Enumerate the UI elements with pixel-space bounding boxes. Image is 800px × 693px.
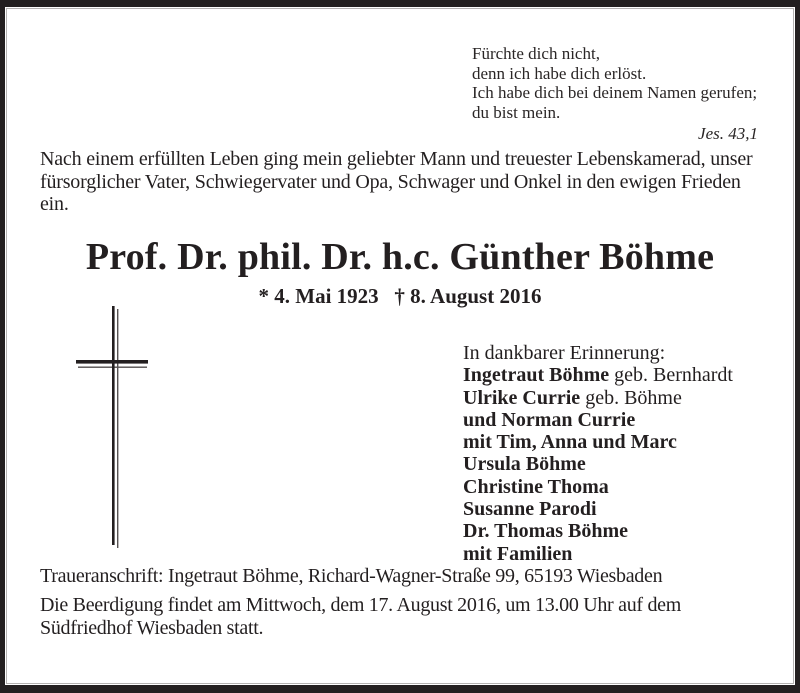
quote-line: Fürchte dich nicht,: [472, 44, 600, 63]
birth-death-dates: * 4. Mai 1923 † 8. August 2016: [258, 284, 542, 308]
memorial-list: [463, 342, 733, 565]
mourner-name: und Norman Currie: [463, 408, 636, 431]
mourner-name: Dr. Thomas Böhme: [463, 520, 629, 543]
memorial-entry: [463, 520, 733, 542]
mourner-name: Ingetraut Böhme: [463, 364, 610, 387]
mourning-address: Traueranschrift: Ingetraut Böhme, Richard-Wagner-Straße 99, 65193 Wiesbaden: [40, 565, 663, 587]
mourner-name: Susanne Parodi: [463, 498, 597, 521]
memorial-entry: [463, 543, 733, 565]
mourner-name: mit Tim, Anna und Marc: [463, 431, 677, 454]
quote-line: denn ich habe dich erlöst.: [472, 63, 647, 83]
mourner-name: mit Familien: [463, 542, 573, 565]
memorial-entry: [463, 364, 733, 386]
memorial-entry: [463, 431, 733, 453]
funeral-announcement: Die Beerdigung findet am Mittwoch, dem 17. August 2016, um 13.00 Uhr auf dem Südfriedhof Wiesbaden statt.: [40, 594, 681, 639]
mourner-suffix: geb. Böhme: [580, 386, 682, 409]
mourner-name: Ursula Böhme: [463, 453, 586, 476]
scripture-quote: [472, 44, 758, 144]
memorial-heading: In dankbarer Erinnerung:: [463, 342, 666, 364]
quote-attribution: Jes. 43,1: [698, 124, 758, 143]
intro-paragraph: Nach einem erfüllten Leben ging mein geliebter Mann und treuester Lebenskamerad, unser fürsorglicher Vater, Schwiegervater und Opa, Schwager und Onkel in den ewigen Frieden ein.: [40, 148, 753, 215]
mourner-name: Ulrike Currie: [463, 386, 581, 409]
memorial-entry: [463, 387, 733, 409]
quote-line: du bist mein.: [472, 102, 561, 122]
quote-line: Ich habe dich bei deinem Namen gerufen;: [472, 83, 758, 102]
memorial-entry: [463, 476, 733, 498]
memorial-entry: [463, 498, 733, 520]
mourner-suffix: geb. Bernhardt: [609, 364, 733, 387]
memorial-entry: [463, 409, 733, 431]
cross-icon: [70, 300, 155, 555]
mourner-name: Christine Thoma: [463, 475, 609, 498]
deceased-name: Prof. Dr. phil. Dr. h.c. Günther Böhme: [85, 236, 715, 278]
memorial-entry: [463, 453, 733, 475]
